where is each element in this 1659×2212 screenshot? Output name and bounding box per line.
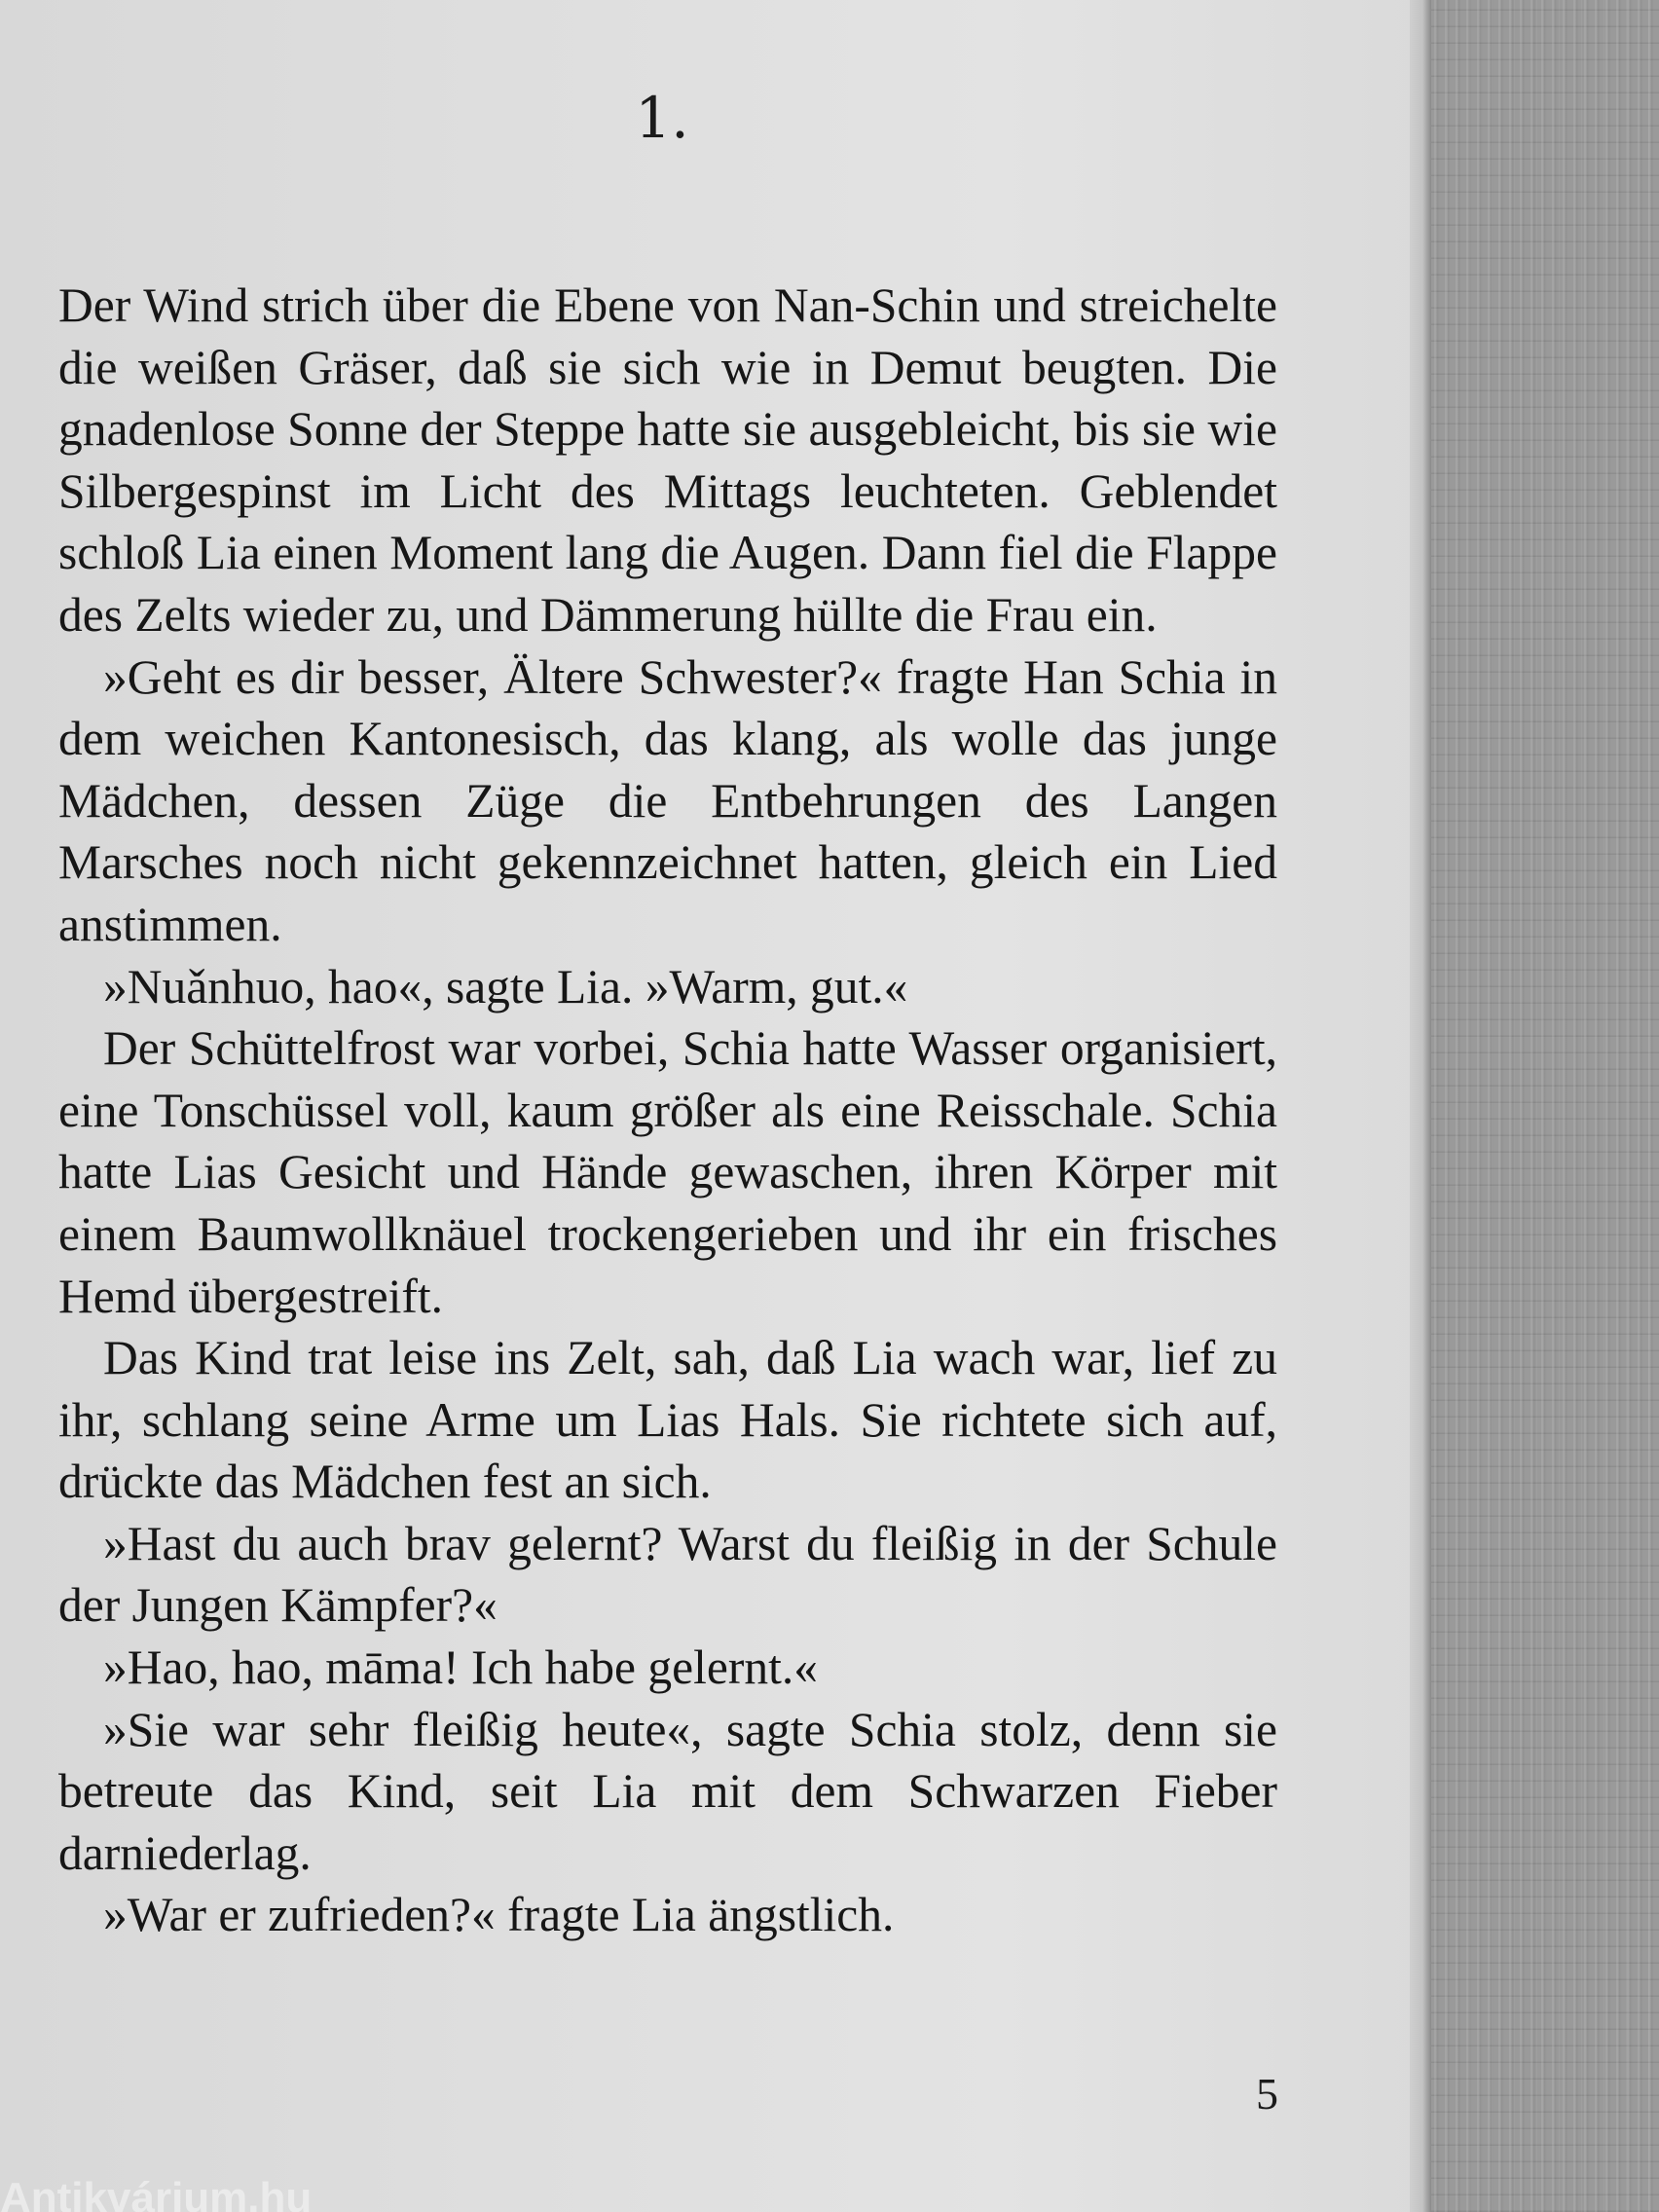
page-edge bbox=[1410, 0, 1431, 2212]
paragraph: »Sie war sehr fleißig heute«, sagte Schia stolz, denn sie betreute das Kind, seit Lia mit dem Schwarzen Fieber darniederlag. bbox=[58, 1702, 1277, 1880]
paragraph: »Hao, hao, māma! Ich habe gelernt.« bbox=[103, 1641, 818, 1695]
paragraph: »Hast du auch brav gelernt? Warst du fleißig in der Schule der Jungen Kämpfer?« bbox=[58, 1516, 1277, 1633]
paragraph: Der Wind strich über die Ebene von Nan-Schin und streichelte die weißen Gräser, daß sie sich wie in Demut beugten. Die gnadenlose Sonne der Steppe hatte sie ausgebleicht, bis sie wie Silbergespinst im Licht des Mittags leuchteten. Geblendet schloß Lia einen Moment lang die Augen. Dann fiel die Flappe des Zelts wieder zu, und Dämmerung hüllte die Frau ein. bbox=[58, 278, 1277, 642]
paragraph: Das Kind trat leise ins Zelt, sah, daß Lia wach war, lief zu ihr, schlang seine Arme um Lias Hals. Sie richtete sich auf, drückte das Mädchen fest an sich. bbox=[58, 1331, 1277, 1509]
chapter-body bbox=[58, 275, 1277, 1946]
paragraph: »Geht es dir besser, Ältere Schwester?« fragte Han Schia in dem weichen Kantonesisch, das klang, als wolle das junge Mädchen, dessen Züge die Entbehrungen des Langen Marsches noch nicht gekennzeichnet hatten, gleich ein Lied anstimmen. bbox=[58, 649, 1277, 951]
paragraph: Der Schüttelfrost war vorbei, Schia hatte Wasser organisiert, eine Tonschüssel voll, kaum größer als eine Reisschale. Schia hatte Lias Gesicht und Hände gewaschen, ihren Körper mit einem Baumwollknäuel trockengerieben und ihr ein frisches Hemd übergestreift. bbox=[58, 1021, 1277, 1323]
page-number: 5 bbox=[1256, 2069, 1278, 2119]
background-surface bbox=[1402, 0, 1659, 2212]
watermark: Antikvárium.hu bbox=[0, 2177, 313, 2212]
paragraph: »Nuǎnhuo, hao«, sagte Lia. »Warm, gut.« bbox=[103, 959, 908, 1014]
chapter-number: 1. bbox=[635, 85, 689, 151]
paragraph: »War er zufrieden?« fragte Lia ängstlich. bbox=[103, 1888, 895, 1942]
